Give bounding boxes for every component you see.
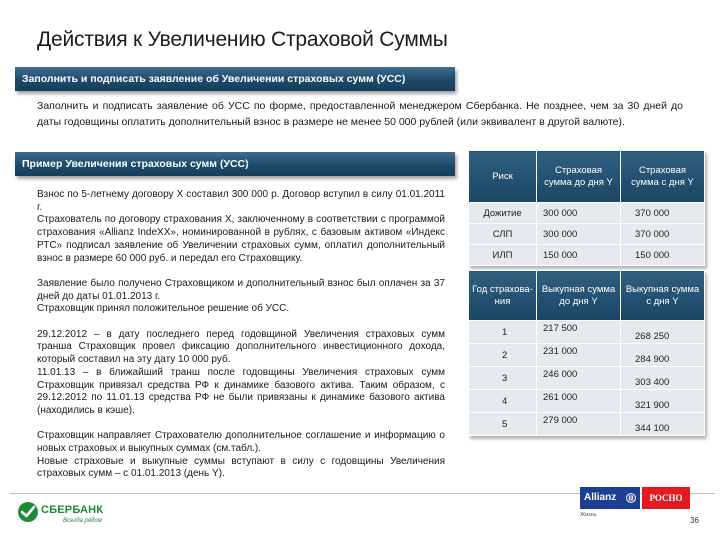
- allianz-rosno-logo: [580, 487, 692, 523]
- table-header-row: [469, 271, 705, 321]
- table-row: [469, 413, 705, 436]
- table-row: [469, 224, 705, 245]
- table-cell: 303 400: [621, 367, 705, 390]
- table-cell: 279 000: [537, 413, 621, 436]
- sberbank-slogan: Всегда рядом: [63, 518, 102, 524]
- sberbank-logo: [17, 500, 117, 528]
- example-paragraph: Страховщик принял положительное решение об УСС.: [37, 303, 290, 315]
- surrender-values-table: [468, 270, 705, 436]
- table-cell: 261 000: [537, 390, 621, 413]
- example-paragraph: Взнос по 5-летнему договору X составил 300 000 р. Договор вступил в силу 01.01.2011 г.: [37, 189, 445, 213]
- table-row: [469, 367, 705, 390]
- table-cell: 150 000: [621, 245, 705, 266]
- section-header-example: Пример Увеличения страховых сумм (УСС): [15, 152, 455, 176]
- table-row: [469, 203, 705, 224]
- table-cell: 1: [469, 321, 537, 344]
- table-cell: 300 000: [537, 203, 621, 224]
- table-header-row: [469, 151, 705, 203]
- column-header: Выкупная сумма с дня Y: [621, 271, 705, 321]
- application-instructions: Заполнить и подписать заявление об УСС по форме, предоставленной менеджером Сбербанка. Не позднее, чем за 30 дней до даты годовщины оплатить дополнительный взнос в размере не менее 50 000 рублей (или эквивалент в другой валюте).: [37, 100, 683, 128]
- allianz-eagle-icon: [626, 493, 636, 503]
- sberbank-logo-icon: [17, 501, 39, 523]
- table-cell: 370 000: [621, 224, 705, 245]
- table-cell: 231 000: [537, 344, 621, 367]
- table-cell: 150 000: [537, 245, 621, 266]
- table-cell: 300 000: [537, 224, 621, 245]
- column-header: Выкупная сумма до дня Y: [537, 271, 621, 321]
- table-cell: 344 100: [621, 413, 705, 436]
- table-cell: Дожитие: [469, 203, 537, 224]
- column-header: Страховая сумма с дня Y: [621, 151, 705, 203]
- column-header: Страховая сумма до дня Y: [537, 151, 621, 203]
- table-cell: 5: [469, 413, 537, 436]
- example-paragraph: Новые страховые и выкупные суммы вступают в силу с годовщины Увеличения страховых сумм – с 01.01.2013 (день Y).: [37, 455, 445, 480]
- example-paragraph: Страховщик направляет Страхователю дополнительное соглашение и информацию о новых страховых и выкупных суммах (см.табл.).: [37, 430, 445, 455]
- example-paragraph: 11.01.13 – в ближайший транш после годовщины Увеличения страховых сумм Страховщик привязал средства РФ к динамике базового актива. Таким образом, с 29.12.2012 по 11.01.13 средства РФ не были привязаны к динамике базового актива (находились в кэше).: [37, 366, 445, 416]
- rosno-logo: РОСНО: [642, 487, 690, 509]
- allianz-logo: [580, 487, 640, 509]
- example-text: [37, 189, 445, 481]
- column-header: Риск: [469, 151, 537, 203]
- column-header: Год страхова-ния: [469, 271, 537, 321]
- example-paragraph: 29.12.2012 – в дату последнего перед годовщиной Увеличения страховых сумм транша Страховщик провел фиксацию дополнительного инвестиционного дохода, который составил на эту дату 10 000 руб.: [37, 328, 445, 366]
- table-cell: 2: [469, 344, 537, 367]
- table-cell: СЛП: [469, 224, 537, 245]
- table-cell: 3: [469, 367, 537, 390]
- section-header-application: Заполнить и подписать заявление об Увеличении страховых сумм (УСС): [15, 67, 455, 91]
- page-title: Действия к Увеличению Страховой Суммы: [37, 28, 448, 51]
- table-cell: 268 250: [621, 321, 705, 344]
- page-number: 36: [690, 516, 699, 525]
- table-cell: ИЛП: [469, 245, 537, 266]
- table-row: [469, 321, 705, 344]
- table-row: [469, 245, 705, 266]
- sberbank-name: СБЕРБАНК: [41, 504, 104, 516]
- table-cell: 370 000: [621, 203, 705, 224]
- table-row: [469, 390, 705, 413]
- allianz-subtitle: Жизнь: [580, 512, 597, 518]
- table-cell: 217 500: [537, 321, 621, 344]
- table-cell: 246 000: [537, 367, 621, 390]
- table-cell: 4: [469, 390, 537, 413]
- allianz-name: Allianz: [584, 492, 617, 503]
- example-paragraph: Заявление было получено Страховщиком и дополнительный взнос был оплачен за 37 дней до даты 01.01.2013 г.: [37, 277, 445, 302]
- insured-sums-table: [468, 150, 705, 266]
- table-cell: 321 900: [621, 390, 705, 413]
- table-cell: 284 900: [621, 344, 705, 367]
- example-paragraph: Страхователь по договору страхования Х, заключенному в соответствии с программой страхования «Allianz IndeXX», номинированной в рублях, с базовым активом «Индекс РТС» подписал заявление об Увеличении страховых сумм, оплатил дополнительный взнос в размере 60 000 руб. и передал его Страховщику.: [37, 214, 445, 264]
- table-row: [469, 344, 705, 367]
